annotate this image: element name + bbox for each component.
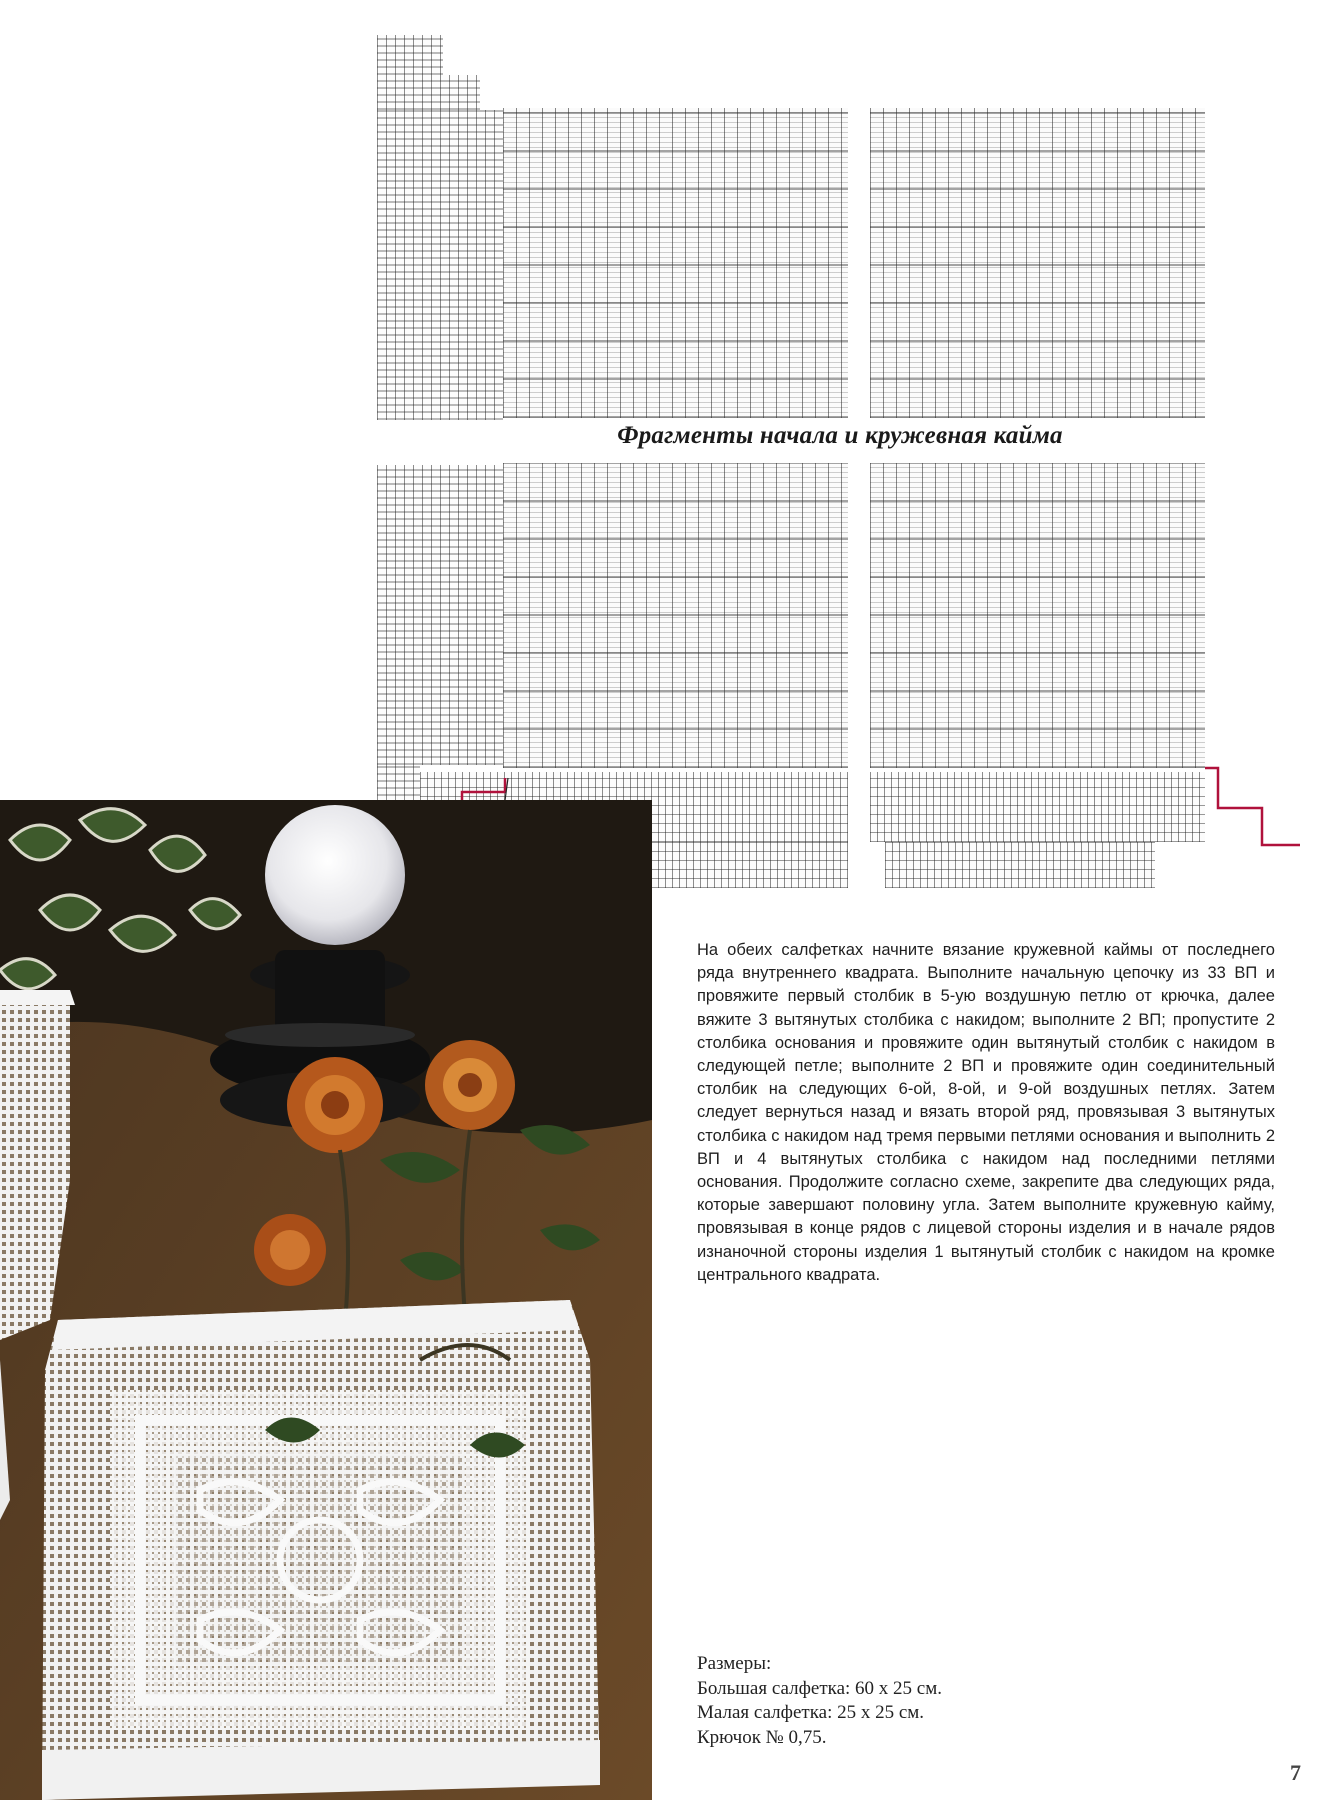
size-large: Большая салфетка: 60 х 25 см. xyxy=(697,1677,943,1699)
hook-size: Крючок № 0,75. xyxy=(697,1726,827,1748)
sizes-heading: Размеры: xyxy=(697,1653,772,1674)
photo-illustration xyxy=(0,800,652,1800)
chart-path-overlay xyxy=(0,0,1335,900)
instructions-text: На обеих салфетках начните вязание кружевной каймы от последнего ряда внутреннего квадрата. Выполните начальную цепочку из 33 ВП и провяжите первый столбик в 5-ую воздушную петлю от крючка, далее вяжите 3 вытянутых столбика с накидом; выполните 2 ВП; пропустите 2 столбика основания и провяжите один вытянутый столбик с накидом в следующей петле; выполните 2 ВП и провяжите один соединительный столбик на следующих 6-ой, 8-ой, и 9-ой воздушных петлях. Затем следует вернуться назад и вязать второй ряд, провязывая 3 вытянутых столбика с накидом над тремя первыми петлями основания и выполнить 2 ВП и 4 вытянутых столбика с накидом над последними петлями основания. Продолжите согласно схеме, закрепите два следующих ряда, которые завершают половину угла. Затем выполните кружевную кайму, провязывая в конце рядов с лицевой стороны изделия и в начале рядов изнаночной стороны изделия 1 вытянутый столбик с накидом на кромке центрального квадрата. xyxy=(697,941,1275,1284)
small-doily xyxy=(42,1300,600,1800)
chart-caption: Фрагменты начала и кружевная кайма xyxy=(617,422,1063,449)
sizes-block xyxy=(697,1652,1197,1750)
doily-photo xyxy=(0,800,652,1800)
page-number: 7 xyxy=(1290,1760,1301,1785)
corner-path-right xyxy=(1205,768,1300,845)
size-small: Малая салфетка: 25 х 25 см. xyxy=(697,1702,925,1723)
lamp-globe xyxy=(265,805,405,945)
